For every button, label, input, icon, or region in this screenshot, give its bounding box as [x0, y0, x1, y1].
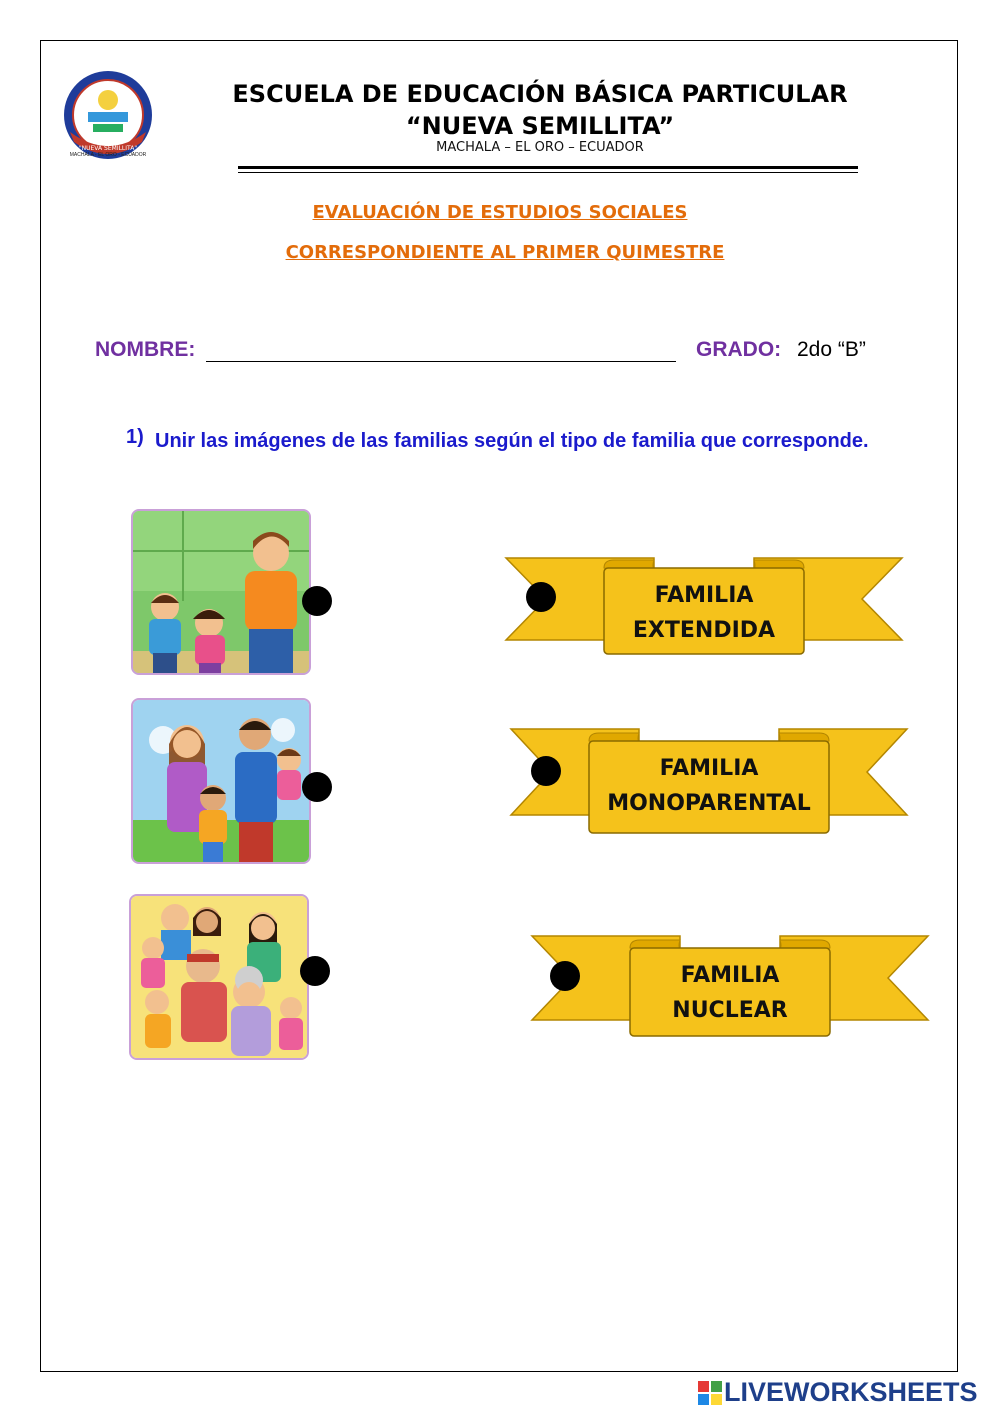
- grade-value: 2do “B”: [797, 338, 866, 361]
- name-label: NOMBRE:: [95, 338, 196, 361]
- match-dot-image-3[interactable]: [300, 956, 330, 986]
- question-number: 1): [126, 426, 144, 448]
- option-2-line2: MONOPARENTAL: [607, 791, 811, 816]
- evaluation-subtitle: CORRESPONDIENTE AL PRIMER QUIMESTRE: [285, 242, 725, 263]
- option-familia-nuclear: [630, 958, 830, 1028]
- match-dot-image-1[interactable]: [302, 586, 332, 616]
- question-text: Unir las imágenes de las familias según el tipo de familia que corresponde.: [155, 430, 869, 452]
- match-dot-option-2[interactable]: [531, 756, 561, 786]
- option-2-line1: FAMILIA: [659, 756, 759, 781]
- logo-caption: MACHALA - EL ORO - ECUADOR: [69, 152, 147, 158]
- school-name: ESCUELA DE EDUCACIÓN BÁSICA PARTICULAR: [232, 80, 848, 108]
- name-input-line[interactable]: [206, 361, 676, 362]
- school-subtitle: “NUEVA SEMILLITA”: [405, 112, 675, 140]
- evaluation-title: EVALUACIÓN DE ESTUDIOS SOCIALES: [312, 202, 688, 223]
- option-1-line2: EXTENDIDA: [632, 618, 776, 643]
- option-1-line1: FAMILIA: [654, 583, 754, 608]
- grade-label: GRADO:: [696, 338, 782, 361]
- nuclear-family-image: [131, 698, 311, 864]
- single-parent-family-image: [131, 509, 311, 675]
- option-3-line2: NUCLEAR: [672, 998, 788, 1023]
- header-divider-thin: [238, 172, 858, 173]
- option-3-line1: FAMILIA: [680, 963, 780, 988]
- option-familia-monoparental: [589, 751, 829, 821]
- liveworksheets-brand[interactable]: LIVEWORKSHEETS: [724, 1377, 978, 1407]
- logo-banner-text: "NUEVA SEMILLITA": [78, 145, 138, 152]
- extended-family-image: [129, 894, 309, 1060]
- liveworksheets-icon: [698, 1381, 722, 1405]
- match-dot-option-3[interactable]: [550, 961, 580, 991]
- school-location: MACHALA – EL ORO – ECUADOR: [436, 140, 644, 155]
- option-familia-extendida: [604, 578, 804, 648]
- match-dot-option-1[interactable]: [526, 582, 556, 612]
- match-dot-image-2[interactable]: [302, 772, 332, 802]
- header-divider-thick: [238, 166, 858, 169]
